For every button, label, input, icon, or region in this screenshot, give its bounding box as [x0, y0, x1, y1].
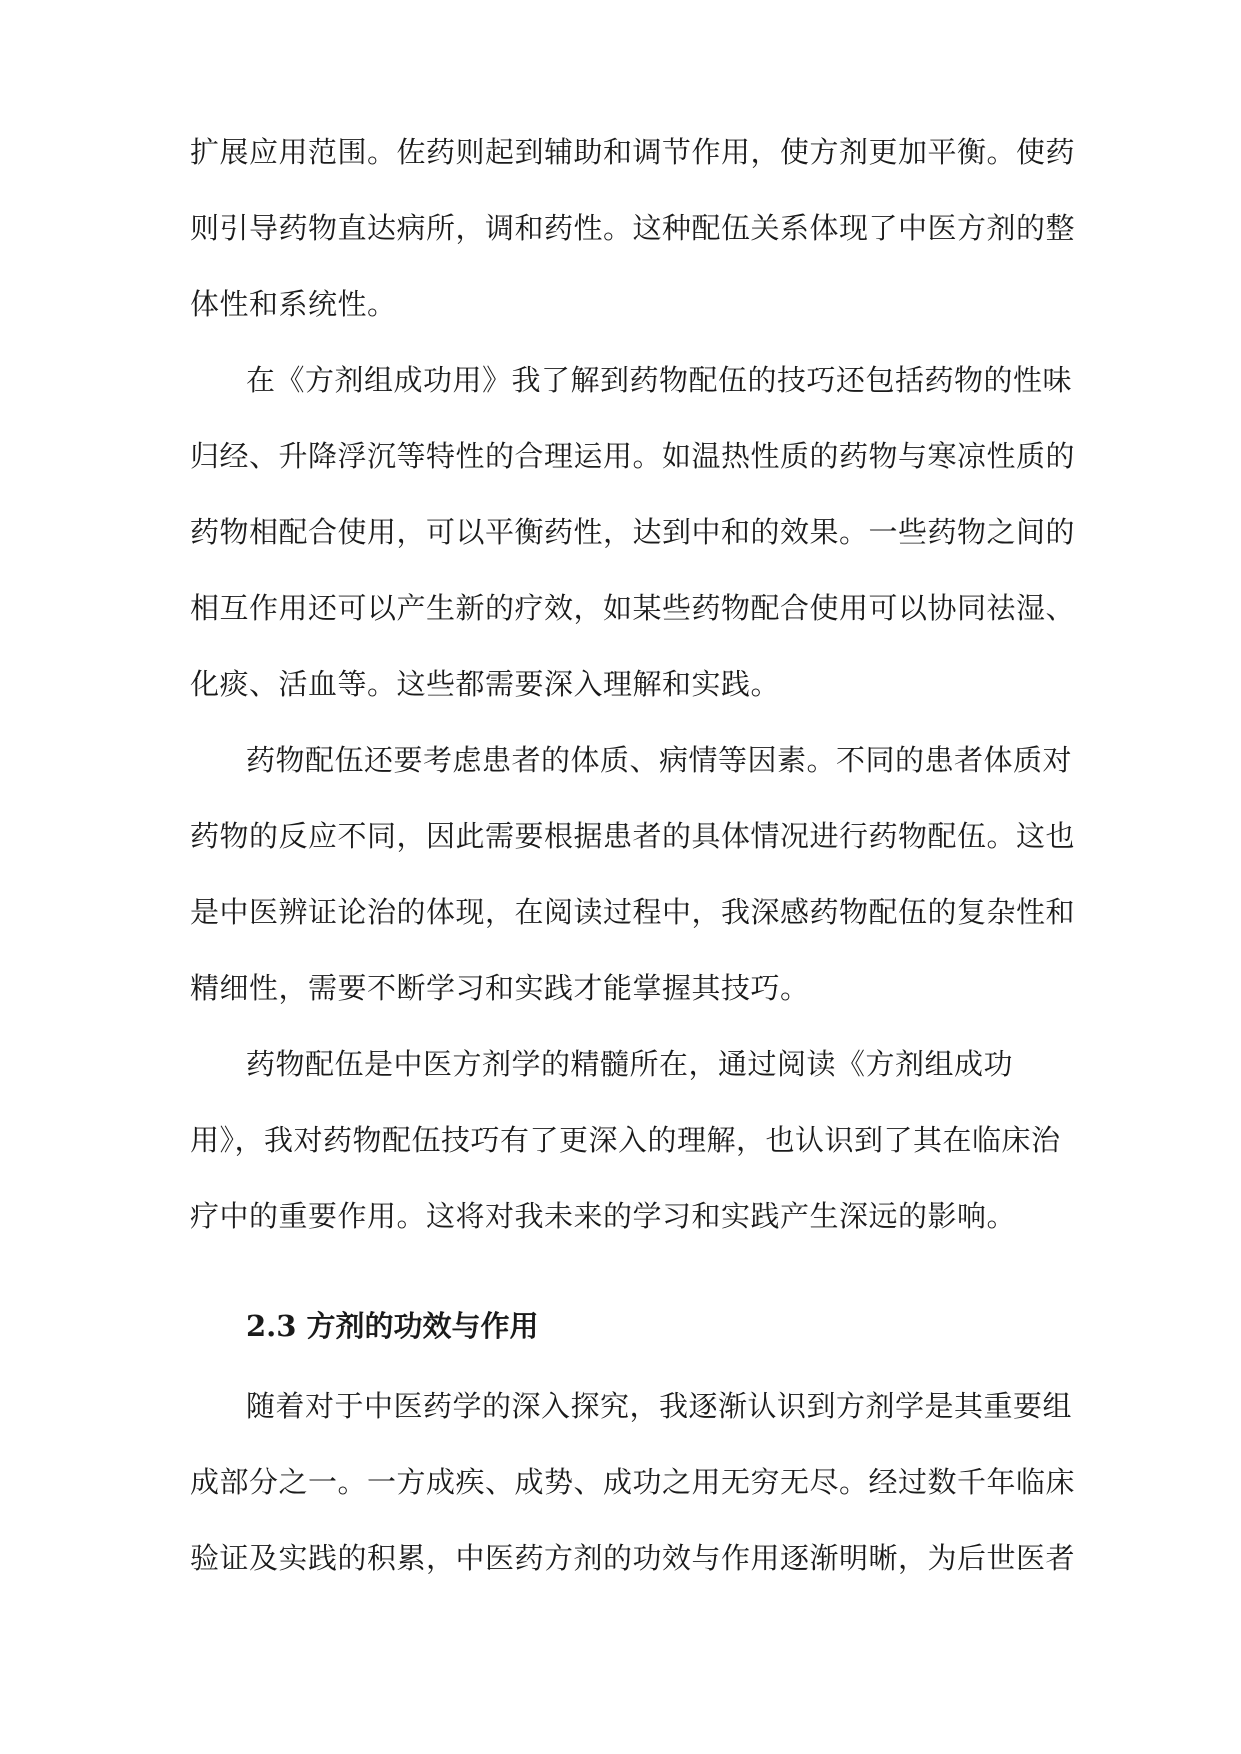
- paragraph-line: 体性和系统性。: [190, 287, 397, 321]
- paragraph-line: 药物的反应不同，因此需要根据患者的具体情况进行药物配伍。这也: [190, 819, 1076, 853]
- paragraph-line: 在《方剂组成功用》我了解到药物配伍的技巧还包括药物的性味: [246, 363, 1073, 397]
- paragraph-line: 验证及实践的积累，中医药方剂的功效与作用逐渐明晰，为后世医者: [190, 1541, 1076, 1575]
- section-heading: 2.3 方剂的功效与作用: [246, 1309, 539, 1343]
- paragraph-line: 精细性，需要不断学习和实践才能掌握其技巧。: [190, 971, 810, 1005]
- paragraph-line: 药物配伍还要考虑患者的体质、病情等因素。不同的患者体质对: [246, 743, 1073, 777]
- paragraph-line: 是中医辨证论治的体现，在阅读过程中，我深感药物配伍的复杂性和: [190, 895, 1076, 929]
- paragraph-line: 成部分之一。一方成疾、成势、成功之用无穷无尽。经过数千年临床: [190, 1465, 1076, 1499]
- paragraph-line: 随着对于中医药学的深入探究，我逐渐认识到方剂学是其重要组: [246, 1389, 1073, 1423]
- paragraph-line: 化痰、活血等。这些都需要深入理解和实践。: [190, 667, 781, 701]
- paragraph-line: 用》，我对药物配伍技巧有了更深入的理解，也认识到了其在临床治: [190, 1123, 1061, 1157]
- paragraph-line: 相互作用还可以产生新的疗效，如某些药物配合使用可以协同祛湿、: [190, 591, 1076, 625]
- paragraph-line: 扩展应用范围。佐药则起到辅助和调节作用，使方剂更加平衡。使药: [190, 135, 1076, 169]
- paragraph-line: 归经、升降浮沉等特性的合理运用。如温热性质的药物与寒凉性质的: [190, 439, 1076, 473]
- paragraph-line: 疗中的重要作用。这将对我未来的学习和实践产生深远的影响。: [190, 1199, 1017, 1233]
- paragraph-line: 则引导药物直达病所，调和药性。这种配伍关系体现了中医方剂的整: [190, 211, 1076, 245]
- paragraph-line: 药物相配合使用，可以平衡药性，达到中和的效果。一些药物之间的: [190, 515, 1076, 549]
- paragraph-line: 药物配伍是中医方剂学的精髓所在，通过阅读《方剂组成功: [246, 1047, 1014, 1081]
